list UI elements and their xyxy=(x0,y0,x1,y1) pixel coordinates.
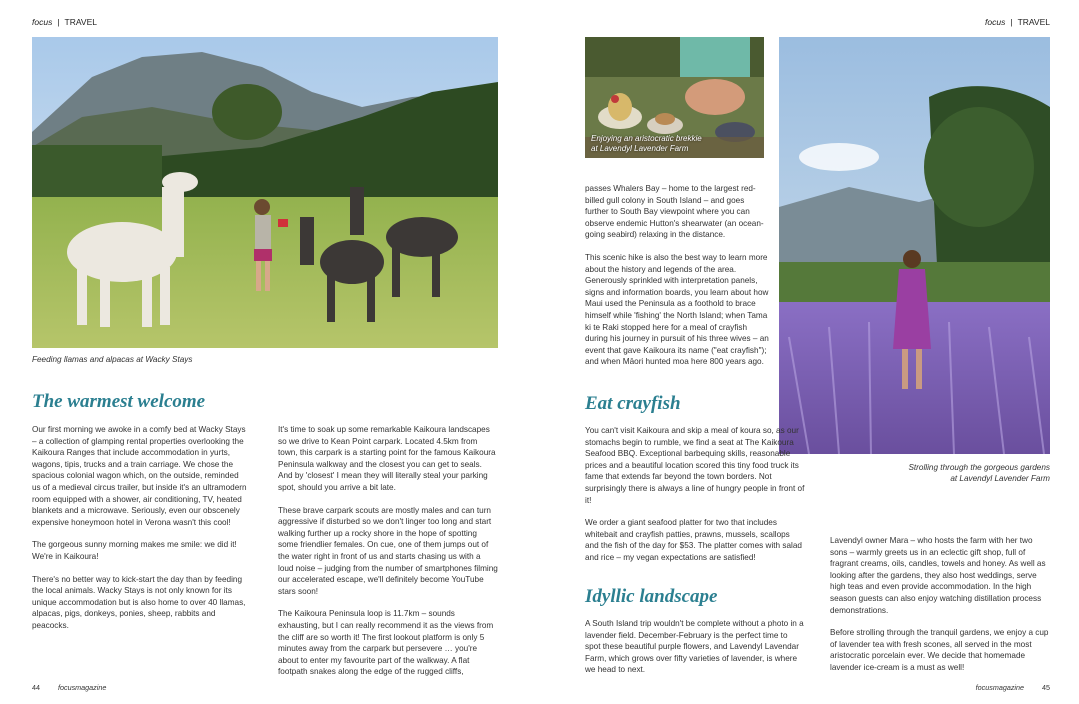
separator: | xyxy=(1010,17,1013,27)
section-name: focus xyxy=(32,17,53,27)
llama-scene-illustration xyxy=(32,37,498,348)
paragraph: passes Whalers Bay – home to the largest red-billed gull colony in South Island – and goes further to South Bay viewpoint where you can observe endemic Hutton's shearwater (an ocean-going seabird) relaxing in the distance. xyxy=(585,184,764,240)
heading-eat-crayfish: Eat crayfish xyxy=(585,393,681,414)
section-topic: TRAVEL xyxy=(64,17,97,27)
lavender-field-illustration xyxy=(779,37,1050,454)
paragraph: This scenic hike is also the best way to learn more about the history and legends of the area. Generously sprinkled with interpretation panels, signs and information boards, you learn about how Maui used the Peninsula as a foothold to brace himself while 'fishing' the North Island; when Tama ki te Raki stopped here for a meal of crayfish during his journey in pursuit of his three wives – an event that gave Kaikoura its name ("eat crayfish"); and when Māori hunted moa here 800 years ago. xyxy=(585,252,769,367)
lavender-photo xyxy=(779,37,1050,454)
running-head xyxy=(32,17,97,27)
paragraph: It's time to soak up some remarkable Kaikoura landscapes so we drive to Kean Point carpark. Located 4.5km from town, this carpark is a starting point for the famous Kaikoura Peninsula walkway and the closest you can get to seals. And by 'closest' I mean they will literally steal your parking spot, should you arrive a bit late. xyxy=(278,425,496,492)
paragraph: A South Island trip wouldn't be complete without a photo in a lavender field. December-February is the perfect time to spot these beautiful purple flowers, and Lavendyl Lavendar Farm, which grows over fifty varieties of lavender, is where we head to next. xyxy=(585,619,804,675)
right-page xyxy=(540,0,1079,704)
section-topic: TRAVEL xyxy=(1017,17,1050,27)
page-number: 45 xyxy=(1042,683,1050,692)
llama-photo xyxy=(32,37,498,348)
page-number: 44 xyxy=(32,683,40,692)
separator: | xyxy=(57,17,60,27)
right-column-1-crayfish xyxy=(585,425,805,575)
right-column-2 xyxy=(830,535,1050,685)
llama-photo-caption: Feeding llamas and alpacas at Wacky Stays xyxy=(32,355,193,364)
left-column-2 xyxy=(278,424,498,689)
caption-line: Enjoying an aristocratic brekkie xyxy=(591,134,702,143)
brekkie-photo xyxy=(585,37,764,158)
paragraph: The Kaikoura Peninsula loop is 11.7km – sounds exhausting, but I can really recommend it as the views from the cliff are so worth it! The first lookout platform is only 5 minutes away from the carpark but persevere … you're about to enter my favourite part of the walkway. A flat footpath snakes along the edge of the rugged cliffs, xyxy=(278,609,494,677)
running-head xyxy=(985,17,1050,27)
right-column-1-landscape xyxy=(585,618,805,687)
paragraph: We order a giant seafood platter for two that includes whitebait and crayfish patties, prawns, mussels, scallops and the fish of the day for $53. The platter comes with salad and rice – my vegan expectations are satisfied! xyxy=(585,518,802,562)
caption-line: at Lavendyl Lavender Farm xyxy=(591,144,689,153)
paragraph: Our first morning we awoke in a comfy bed at Wacky Stays – a collection of glamping rental properties overlooking the Kaikoura Ranges that include accommodation in yurts, wagons, tipis, trucks and a train carriage. We chose the spacious colonial wagon which, on the outside, reminded us of a medieval circus trailer, but inside it's an ultramodern room equipped with a shower, air conditioning, TV, heated blankets and a microwave. Seriously, even our obscenely expensive honeymoon hotel in Verona wasn't this cool! xyxy=(32,425,247,527)
paragraph: The gorgeous sunny morning makes me smile: we did it! We're in Kaikoura! xyxy=(32,540,237,561)
folio-right xyxy=(976,683,1050,692)
caption-line: at Lavendyl Lavender Farm xyxy=(950,474,1050,483)
paragraph: These brave carpark scouts are mostly males and can turn aggressive if disturbed so we don't linger too long and start walking further up a rocky shore in the hope of spotting some friendlier females. On cue, one of them jumps out of the water right in front of us and starts chasing us with a loud noise – judging from the number of smartphones filming our accelerated escape, we'll definitely become YouTube stars soon! xyxy=(278,505,498,596)
magazine-name: focusmagazine xyxy=(975,683,1024,692)
paragraph: Before strolling through the tranquil gardens, we enjoy a cup of lavender tea with fresh scones, all served in the most aristocratic porcelain ever. We decide that homemade lavender ice-cream is a must as well! xyxy=(830,628,1049,672)
lavender-photo-caption xyxy=(908,462,1050,484)
section-name: focus xyxy=(985,17,1006,27)
paragraph: You can't visit Kaikoura and skip a meal of koura so, as our stomachs begin to rumble, we find a seat at The Kaikoura Seafood BBQ. Exceptional barbequing skills, reasonable prices and a beautiful location scored this tiny food truck its fame that extends far beyond the town borders. Not surprisingly there is always a line of hungry people in front of it! xyxy=(585,426,805,505)
left-page xyxy=(0,0,539,704)
magazine-name: focusmagazine xyxy=(58,683,107,692)
paragraph: Lavendyl owner Mara – who hosts the farm with her two sons – warmly greets us in an eclectic gift shop, full of fragrant creams, oils, candles, towels and honey. As well as looking after the gardens, they also host weddings, serve high teas and even provide accommodation. In the high season guests can also enjoy watching distillation process demonstrations. xyxy=(830,536,1046,615)
heading-warmest-welcome: The warmest welcome xyxy=(32,391,206,412)
paragraph: There's no better way to kick-start the day than by feeding the local animals. Wacky Stays is not only known for its unique accommodation but is also home to over 40 llamas, alpacas, pigs, donkeys, ponies, sheep, rabbits and peacocks. xyxy=(32,574,246,630)
right-column-1-top xyxy=(585,183,770,379)
brekkie-photo-caption xyxy=(591,134,702,154)
folio-left xyxy=(32,683,106,692)
heading-idyllic-landscape: Idyllic landscape xyxy=(585,586,718,607)
left-column-1 xyxy=(32,424,247,643)
caption-line: Strolling through the gorgeous gardens xyxy=(908,463,1050,472)
